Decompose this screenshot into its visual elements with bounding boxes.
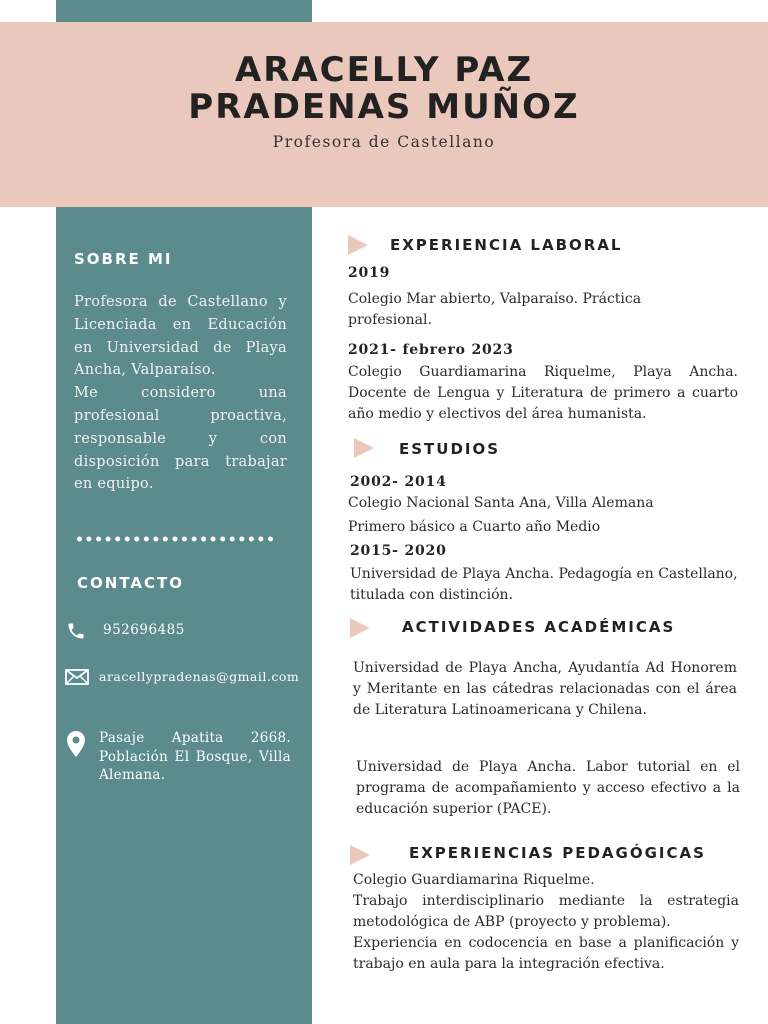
experience-heading: EXPERIENCIA LABORAL bbox=[390, 236, 623, 254]
academic-text-1: Universidad de Playa Ancha, Ayudantía Ad Honorem y Meritante en las cátedras relacionadas con el área de Literatura Latinoamericana y Chilena. bbox=[353, 660, 737, 718]
academic-heading: ACTIVIDADES ACADÉMICAS bbox=[402, 618, 676, 636]
location-pin-icon bbox=[67, 731, 85, 761]
section-marker-icon bbox=[350, 618, 370, 638]
envelope-icon bbox=[65, 669, 89, 689]
about-text bbox=[74, 291, 287, 496]
experience-year-1: 2019 bbox=[348, 265, 391, 281]
contact-heading: CONTACTO bbox=[77, 574, 184, 592]
about-heading: SOBRE MI bbox=[74, 250, 173, 268]
studies-text-2: Universidad de Playa Ancha. Pedagogía en Castellano, titulada con distinción. bbox=[350, 566, 738, 603]
experience-text-1: Colegio Mar abierto, Valparaíso. Práctica profesional. bbox=[348, 291, 642, 328]
academic-text-2: Universidad de Playa Ancha. Labor tutorial en el programa de acompañamiento y acceso efectivo a la educación superior (PACE). bbox=[356, 759, 740, 817]
pedagogical-text-3: Experiencia en codocencia en base a planificación y trabajo en aula para la integración efectiva. bbox=[353, 935, 739, 972]
experience-year-2: 2021- febrero 2023 bbox=[348, 342, 514, 358]
experience-text-2: Colegio Guardiamarina Riquelme, Playa Ancha. Docente de Lengua y Literatura de primero a cuarto año medio y electivos del área humanista. bbox=[348, 364, 738, 422]
studies-text-1a: Colegio Nacional Santa Ana, Villa Alemana bbox=[348, 495, 654, 511]
about-paragraph-1: Profesora de Castellano y Licenciada en Educación en Universidad de Playa Ancha, Valparaíso. bbox=[74, 294, 287, 379]
studies-text-1b: Primero básico a Cuarto año Medio bbox=[348, 519, 601, 535]
pedagogical-text-1: Colegio Guardiamarina Riquelme. bbox=[353, 872, 595, 888]
separator-dots: ••••••••••••••••••••• bbox=[75, 532, 276, 548]
phone-icon bbox=[65, 621, 87, 645]
name-line-1: ARACELLY PAZ bbox=[234, 50, 534, 90]
pedagogical-text-2: Trabajo interdisciplinario mediante la estrategia metodológica de ABP (proyecto y problema). bbox=[353, 893, 739, 930]
page-title bbox=[0, 52, 768, 126]
studies-year-1: 2002- 2014 bbox=[350, 474, 447, 490]
studies-year-2: 2015- 2020 bbox=[350, 543, 447, 559]
section-marker-icon bbox=[350, 845, 370, 865]
name-line-2: PRADENAS MUÑOZ bbox=[188, 87, 580, 127]
job-title: Profesora de Castellano bbox=[272, 133, 496, 151]
address-text: Pasaje Apatita 2668. Población El Bosque, Villa Alemana. bbox=[99, 730, 291, 784]
phone-number[interactable]: 952696485 bbox=[103, 622, 185, 638]
section-marker-icon bbox=[354, 438, 374, 458]
email-address[interactable]: aracellypradenas@gmail.com bbox=[99, 669, 300, 684]
section-marker-icon bbox=[348, 235, 368, 255]
studies-heading: ESTUDIOS bbox=[399, 440, 501, 458]
about-paragraph-2: Me considero una profesional proactiva, responsable y con disposición para trabajar en equipo. bbox=[74, 385, 287, 493]
pedagogical-heading: EXPERIENCIAS PEDAGÓGICAS bbox=[409, 844, 706, 862]
